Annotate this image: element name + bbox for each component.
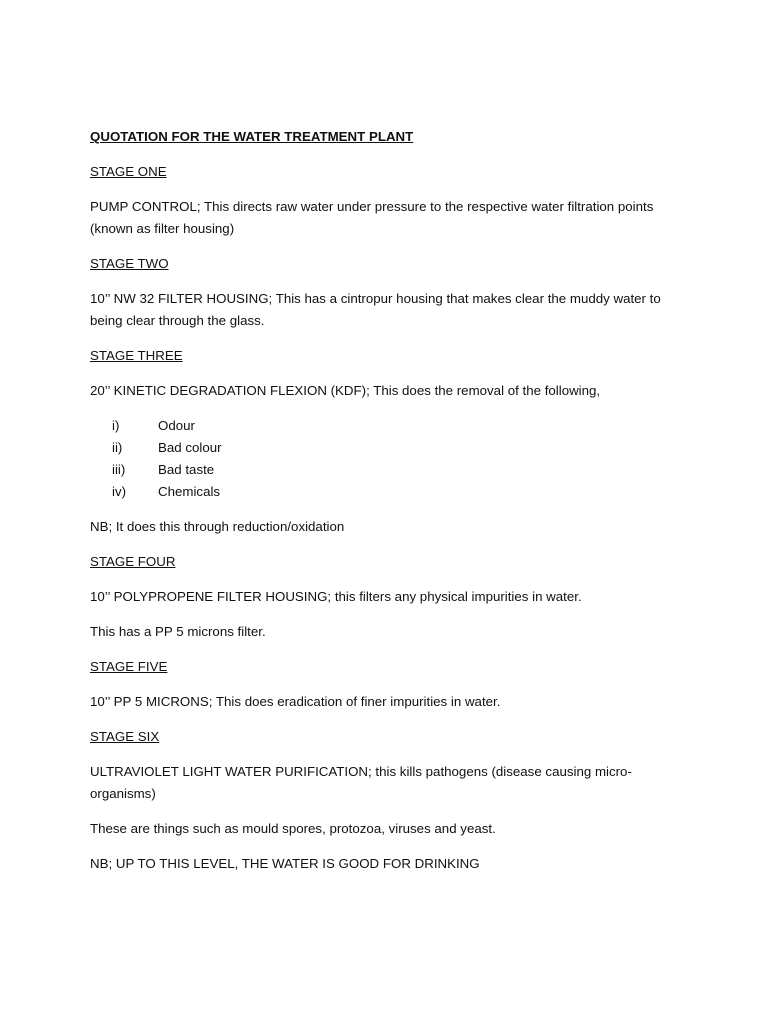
stage-three-text: 20’’ KINETIC DEGRADATION FLEXION (KDF); This does the removal of the following, (90, 383, 601, 398)
stage-six-heading: STAGE SIX (90, 729, 160, 744)
stage-two-heading: STAGE TWO (90, 256, 169, 271)
stage-three-heading: STAGE THREE (90, 348, 183, 363)
list-item-text: Bad taste (158, 462, 215, 477)
stage-four-text-2: This has a PP 5 microns filter. (90, 624, 266, 639)
list-item-number: ii) (112, 440, 123, 455)
stage-four-text: 10’’ POLYPROPENE FILTER HOUSING; this filters any physical impurities in water. (90, 589, 582, 604)
stage-six-note: NB; UP TO THIS LEVEL, THE WATER IS GOOD FOR DRINKING (90, 856, 480, 871)
document-title: QUOTATION FOR THE WATER TREATMENT PLANT (90, 129, 414, 144)
stage-three-note: NB; It does this through reduction/oxidation (90, 519, 345, 534)
list-item-text: Chemicals (158, 484, 221, 499)
list-item (90, 459, 690, 481)
stage-one-text: PUMP CONTROL; This directs raw water under pressure to the respective water filtration points (known as filter housing) (90, 199, 654, 236)
list-item-text: Odour (158, 418, 195, 433)
list-item-text: Bad colour (158, 440, 222, 455)
stage-two-text: 10’’ NW 32 FILTER HOUSING; This has a cintropur housing that makes clear the muddy water to being clear through the glass. (90, 291, 661, 328)
stage-six-text: ULTRAVIOLET LIGHT WATER PURIFICATION; this kills pathogens (disease causing micro-organisms) (90, 764, 632, 801)
list-item (90, 437, 690, 459)
list-item-number: iv) (112, 484, 127, 499)
list-item-number: i) (112, 418, 120, 433)
list-item (90, 415, 690, 437)
stage-one-heading: STAGE ONE (90, 164, 167, 179)
removal-list (90, 415, 690, 503)
stage-five-heading: STAGE FIVE (90, 659, 168, 674)
document-body (90, 126, 690, 888)
list-item-number: iii) (112, 462, 126, 477)
stage-five-text: 10’’ PP 5 MICRONS; This does eradication of finer impurities in water. (90, 694, 501, 709)
stage-four-heading: STAGE FOUR (90, 554, 176, 569)
stage-six-text-2: These are things such as mould spores, protozoa, viruses and yeast. (90, 821, 496, 836)
list-item (90, 481, 690, 503)
